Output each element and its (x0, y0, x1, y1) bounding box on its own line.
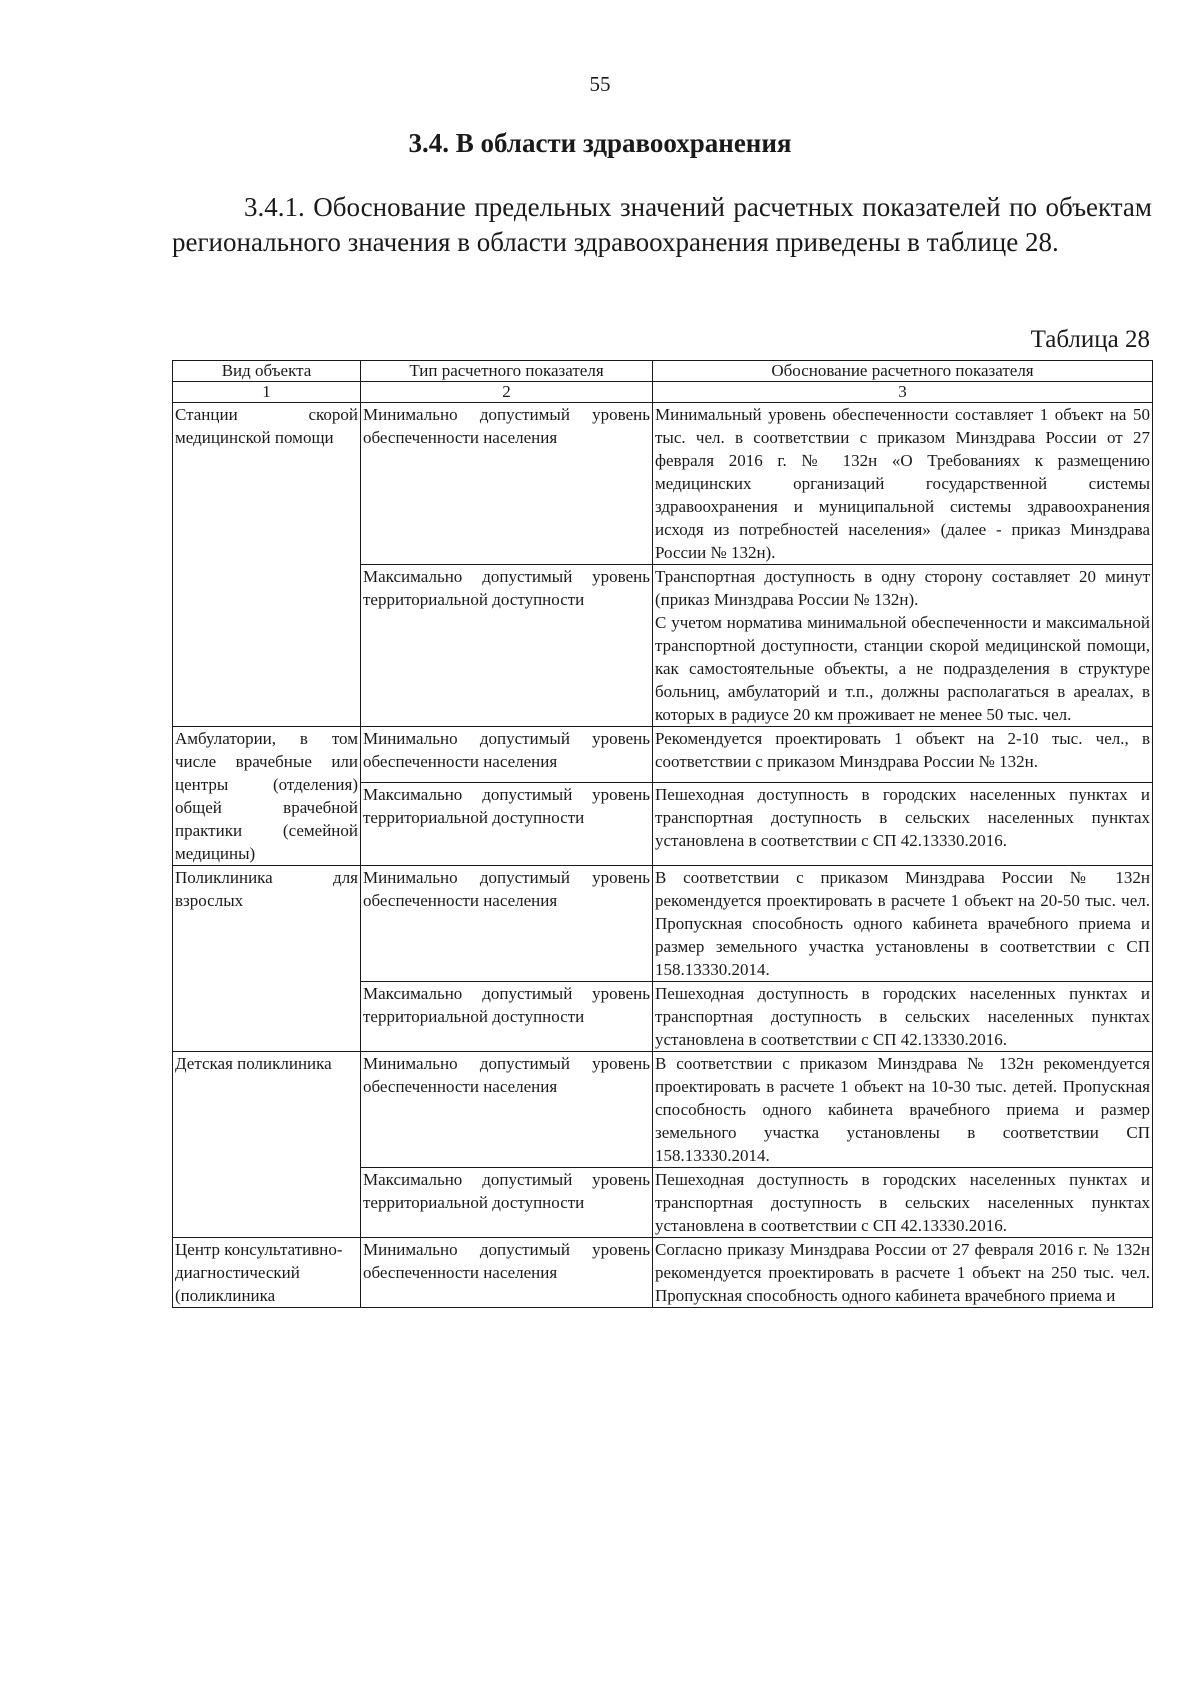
indicator-basis-extra-text: С учетом норматива минимальной обеспеченности и максимальной транспортной доступности, станции скорой медицинской помощи, как самостоятельные объекты, а не подразделения в структуре больниц, амбулаторий и т.п., должны располагаться в ареалах, в которых в радиусе 20 км проживает не менее 50 тыс. чел. (655, 613, 1150, 724)
indicator-type-cell: Минимально допустимый уровень обеспеченности населения (361, 866, 653, 982)
indicator-basis-cell: Пешеходная доступность в городских населенных пунктах и транспортная доступность в сельских населенных пунктах установлена в соответствии с СП 42.13330.2016. (653, 782, 1153, 865)
object-cell: Детская поликлиника (173, 1052, 361, 1238)
object-cell: Станции скорой медицинской помощи (173, 403, 361, 727)
indicator-type-cell: Минимально допустимый уровень обеспеченности населения (361, 1052, 653, 1168)
indicator-type-cell: Максимально допустимый уровень территориальной доступности (361, 1168, 653, 1238)
indicator-basis-cell: В соответствии с приказом Минздрава России № 132н рекомендуется проектировать в расчете 1 объект на 20-50 тыс. чел. Пропускная способность одного кабинета врачебного приема и размер земельного участка установлены в соответствии с СП 158.13330.2014. (653, 866, 1153, 982)
column-number: 3 (653, 382, 1153, 403)
indicator-type-cell: Минимально допустимый уровень обеспеченности населения (361, 403, 653, 565)
object-cell: Центр консультативно-диагностический (поликлиника (173, 1238, 361, 1308)
section-title: 3.4. В области здравоохранения (408, 128, 792, 158)
header-indicator-basis: Обоснование расчетного показателя (653, 361, 1153, 382)
table-row (173, 1052, 1153, 1168)
object-cell: Амбулатории, в том числе врачебные или центры (отделения) общей врачебной практики (семейной медицины) (173, 727, 361, 866)
indicator-type-cell: Минимально допустимый уровень обеспеченности населения (361, 727, 653, 783)
table-caption: Таблица 28 (1030, 326, 1150, 353)
table-row (173, 403, 1153, 565)
indicator-basis-cell (653, 565, 1153, 727)
table-header-row (173, 361, 1153, 382)
page-number: 55 (589, 72, 611, 96)
column-number: 2 (361, 382, 653, 403)
table-row (173, 727, 1153, 783)
indicator-basis-cell: Пешеходная доступность в городских населенных пунктах и транспортная доступность в сельских населенных пунктах установлена в соответствии с СП 42.13330.2016. (653, 1168, 1153, 1238)
indicators-table (172, 360, 1153, 1308)
table-row (173, 866, 1153, 982)
indicator-basis-text: Транспортная доступность в одну сторону составляет 20 минут (приказ Минздрава России № 132н). (655, 567, 1150, 609)
table-row (173, 1238, 1153, 1308)
indicator-type-cell: Максимально допустимый уровень территориальной доступности (361, 782, 653, 865)
column-number: 1 (173, 382, 361, 403)
header-indicator-type: Тип расчетного показателя (361, 361, 653, 382)
indicator-type-cell: Максимально допустимый уровень территориальной доступности (361, 565, 653, 727)
header-object-type: Вид объекта (173, 361, 361, 382)
indicator-basis-cell: Пешеходная доступность в городских населенных пунктах и транспортная доступность в сельских населенных пунктах установлена в соответствии с СП 42.13330.2016. (653, 982, 1153, 1052)
indicator-basis-cell: Минимальный уровень обеспеченности составляет 1 объект на 50 тыс. чел. в соответствии с приказом Минздрава России от 27 февраля 2016 г. № 132н «О Требованиях к размещению медицинских организаций государственной системы здравоохранения и муниципальной системы здравоохранения исходя из потребностей населения» (далее - приказ Минздрава России № 132н). (653, 403, 1153, 565)
indicator-type-cell: Минимально допустимый уровень обеспеченности населения (361, 1238, 653, 1308)
object-cell: Поликлиника для взрослых (173, 866, 361, 1052)
intro-paragraph: 3.4.1. Обоснование предельных значений расчетных показателей по объектам регионального значения в области здравоохранения приведены в таблице 28. (172, 192, 1152, 257)
indicator-basis-cell: В соответствии с приказом Минздрава № 132н рекомендуется проектировать в расчете 1 объект на 10-30 тыс. детей. Пропускная способность одного кабинета врачебного приема и размер земельного участка установлены в соответствии СП 158.13330.2014. (653, 1052, 1153, 1168)
indicator-basis-cell: Рекомендуется проектировать 1 объект на 2-10 тыс. чел., в соответствии с приказом Минздрава России № 132н. (653, 727, 1153, 783)
indicator-basis-cell: Согласно приказу Минздрава России от 27 февраля 2016 г. № 132н рекомендуется проектировать в расчете 1 объект на 250 тыс. чел. Пропускная способность одного кабинета врачебного приема и (653, 1238, 1153, 1308)
indicator-type-cell: Максимально допустимый уровень территориальной доступности (361, 982, 653, 1052)
table-column-numbers-row (173, 382, 1153, 403)
